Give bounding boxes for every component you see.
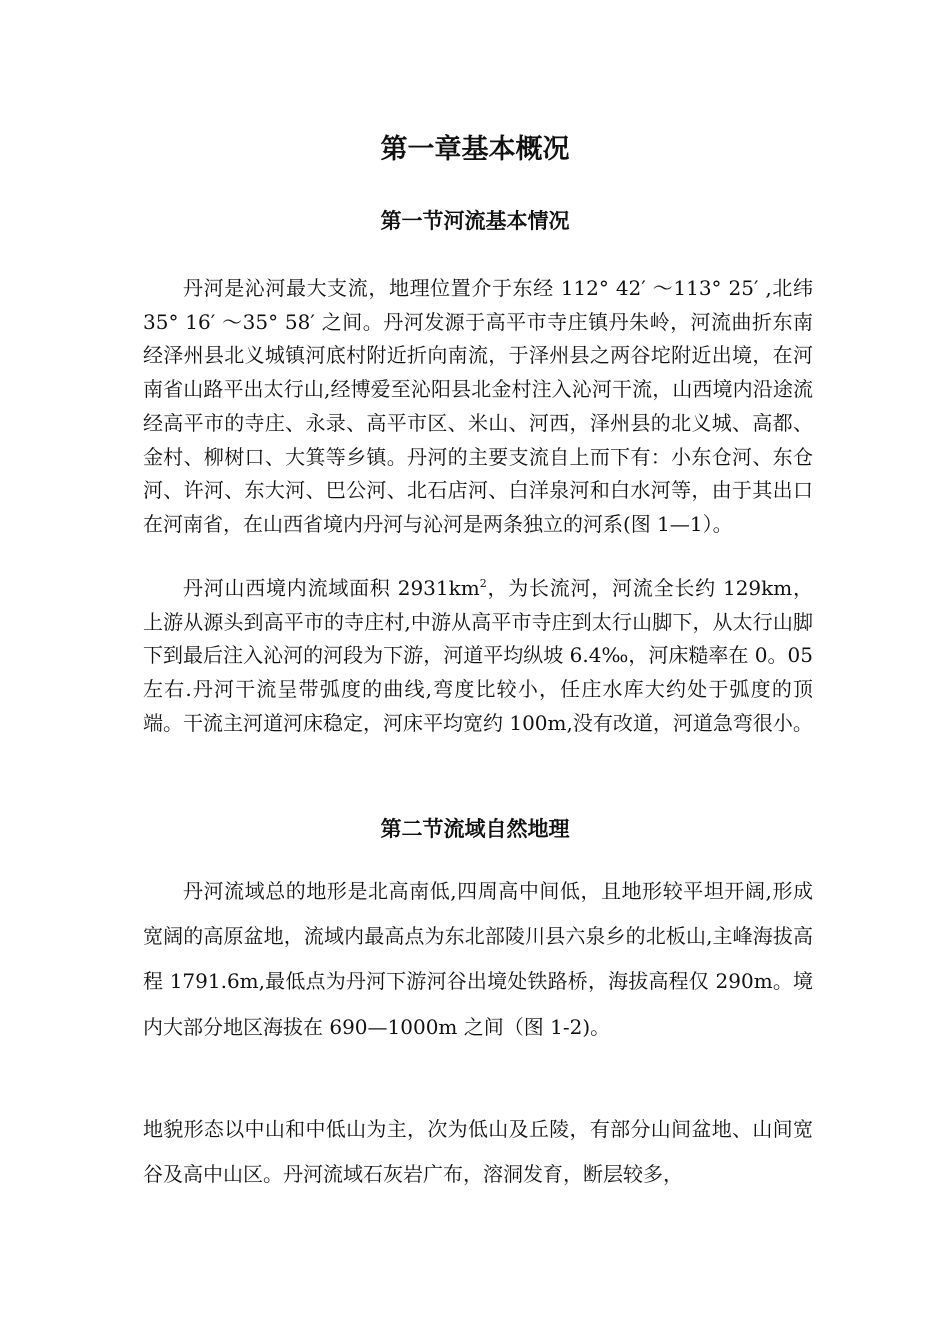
chapter-title: 第一章基本概况 bbox=[380, 134, 570, 165]
section-title-river-overview: 第一节河流基本情况 bbox=[380, 209, 570, 233]
section-title-natural-geography: 第二节流域自然地理 bbox=[380, 817, 570, 841]
paragraph-river-location: 丹河是沁河最大支流，地理位置介于东经 112° 42′ ～113° 25′ ,北纬 35° 16′ ～35° 58′ 之间。丹河发源于高平市寺庄镇丹朱岭，河流曲折东南经泽州县北义城镇河底村附近折向南流，于泽州县之两谷坨附近出境，在河南省山路平出太行山,经博爱至沁阳县北金村注入沁河干流，山西境内沿途流经高平市的寺庄、永录、高平市区、米山、河西，泽州县的北义城、高都、金村、柳树口、大箕等乡镇。丹河的主要支流自上而下有：小东仓河、东仓河、许河、东大河、巴公河、北石店河、白洋泉河和白水河等，由于其出口在河南省，在山西省境内丹河与沁河是两条独立的河系(图 1—1）。 bbox=[143, 276, 813, 536]
paragraph-landforms: 地貌形态以中山和中低山为主，次为低山及丘陵，有部分山间盆地、山间宽谷及高中山区。丹河流域石灰岩广布，溶洞发育，断层较多， bbox=[143, 1117, 813, 1187]
superscript-unit: 2 bbox=[479, 577, 487, 590]
paragraph-terrain: 丹河流域总的地形是北高南低,四周高中间低，且地形较平坦开阔,形成宽阔的高原盆地，流域内最高点为东北部陵川县六泉乡的北板山,主峰海拔高程 1791.6m,最低点为丹河下游河谷出境处铁路桥，海拔高程仅 290m。境内大部分地区海拔在 690—1000m 之间（图 1-2)。 bbox=[143, 879, 813, 1039]
paragraph-text-segment: ，为长流河，河流全长约 129km，上游从源头到高平市的寺庄村,中游从高平市寺庄到太行山脚下，从太行山脚下到最后注入沁河的河段为下游，河道平均纵坡 6.4‰，河床糙率在 0。05 左右.丹河干流呈带弧度的曲线,弯度比较小，任庄水库大约处于弧度的顶端。干流主河道河床稳定，河床平均宽约 100m,没有改道，河道急弯很小。 bbox=[143, 576, 813, 735]
paragraph-river-basin-area bbox=[143, 572, 813, 741]
paragraph-text-segment: 丹河山西境内流域面积 2931km bbox=[183, 576, 480, 600]
